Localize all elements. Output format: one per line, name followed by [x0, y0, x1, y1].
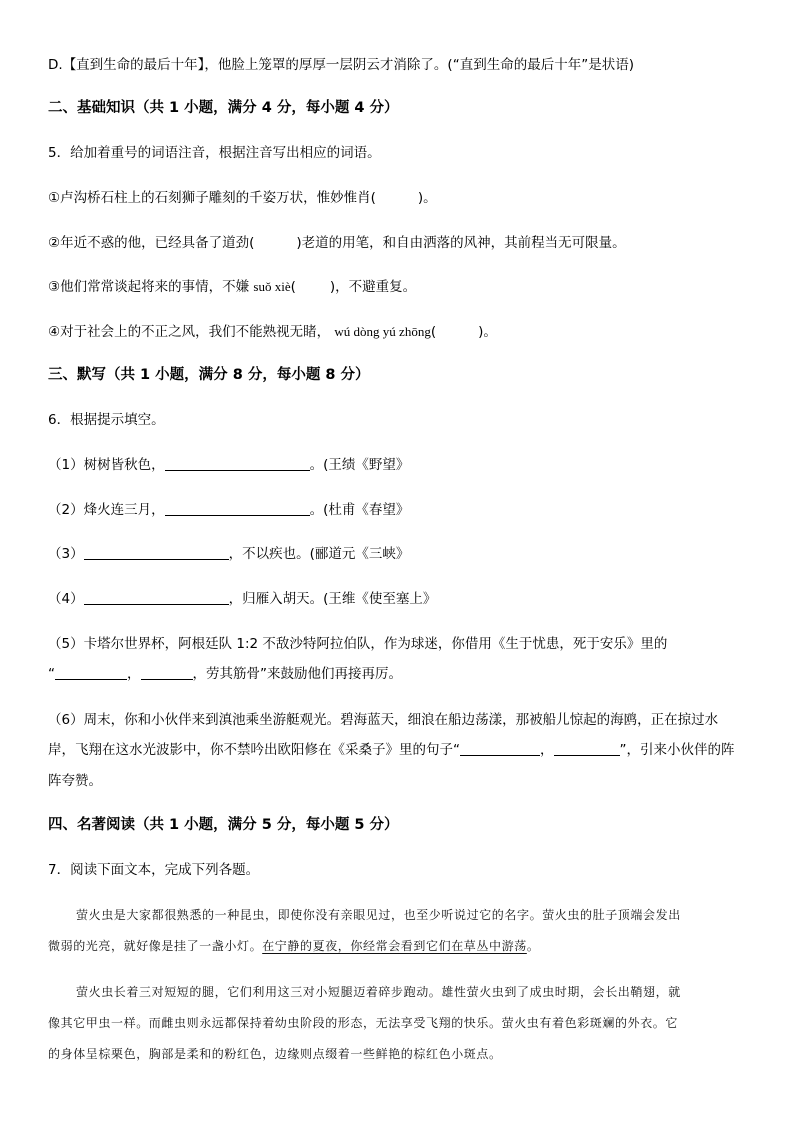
item-text-open: (: [430, 324, 437, 340]
item-text-end: ，劳其筋骨”来鼓励他们再接再厉。: [192, 666, 402, 682]
item-text: ②年近不惑的他，已经具备了道劲(: [48, 235, 255, 251]
item-text-end: ，不以疾也。(郦道元《三峡》: [228, 546, 410, 562]
q6-stem: 6．根据提示填空。: [48, 412, 165, 428]
item-text-sep: ，: [127, 666, 141, 682]
excerpt-text: 微弱的光亮，就好像是挂了一盏小灯。: [48, 939, 263, 953]
q6-item-5-line-1: （5）卡塔尔世界杯，阿根廷队 1:2 不敌沙特阿拉伯队，作为球迷，你借用《生于忧患，死于安乐》里的: [48, 636, 668, 652]
fill-blank: [84, 545, 229, 560]
fill-blank: [460, 741, 540, 756]
item-text-end: 。(王绩《野望》: [309, 457, 410, 473]
fill-blank: [554, 741, 620, 756]
item-text: ③他们常常谈起将来的事情，不嫌: [48, 279, 254, 295]
fill-blank: [55, 665, 127, 680]
item-text: （3）: [48, 546, 84, 562]
q4-option-d: [48, 55, 754, 75]
item-text-end: )老道的用笔，和自由洒落的风神，其前程当无可限量。: [296, 235, 626, 251]
item-text: ①卢沟桥石柱上的石刻狮子雕刻的千姿万状，惟妙惟肖(: [48, 190, 376, 206]
pinyin: suǒ xiè: [253, 279, 291, 294]
q6-item-1: [48, 455, 754, 475]
fill-blank: [165, 456, 310, 471]
excerpt-p2-line-3: 的身体呈棕栗色，胸部是柔和的粉红色，边缘则点缀着一些鲜艳的棕红色小斑点。: [48, 1047, 502, 1061]
excerpt-p2-line-1: 萤火虫长着三对短短的腿，它们利用这三对小短腿迈着碎步跑动。雄性萤火虫到了成虫时期，会长出鞘翅，就: [76, 985, 681, 999]
excerpt-p1-line-1: 萤火虫是大家都很熟悉的一种昆虫，即使你没有亲眼见过，也至少听说过它的名字。萤火虫的肚子顶端会发出: [76, 908, 681, 922]
q6-item-4: [48, 589, 754, 609]
q5-item-3: [48, 277, 754, 297]
q5-item-1: [48, 188, 754, 208]
section-2-heading: 二、基础知识（共 1 小题，满分 4 分，每小题 4 分）: [48, 100, 399, 116]
excerpt-text-end: 。: [526, 939, 540, 953]
item-text-end: ，归雁入胡天。(王维《使至塞上》: [228, 591, 437, 607]
fill-blank: [141, 665, 193, 680]
underlined-sentence: 在宁静的夏夜，你经常会看到它们在草丛中游荡: [262, 939, 527, 953]
item-text-end: )。: [478, 324, 497, 340]
item-text-end: )，不避重复。: [329, 279, 417, 295]
excerpt-p2-line-2: 像其它甲虫一样。而雌虫则永远都保持着幼虫阶段的形态，无法享受飞翔的快乐。萤火虫有着色彩斑斓的外衣。它: [48, 1016, 679, 1030]
section-4-heading: 四、名著阅读（共 1 小题，满分 5 分，每小题 5 分）: [48, 817, 399, 833]
item-text: 岸，飞翔在这水光波影中，你不禁吟出欧阳修在《采桑子》里的句子“: [48, 742, 460, 758]
item-text-end: ”，引来小伙伴的阵: [619, 742, 735, 758]
q5-item-4: [48, 322, 754, 342]
fill-blank: [165, 501, 310, 516]
option-text: 【直到生命的最后十年】，他脸上笼罩的厚厚一层阴云才消除了。(“直到生命的最后十年”是状语): [62, 57, 634, 73]
section-3-heading: 三、默写（共 1 小题，满分 8 分，每小题 8 分）: [48, 367, 370, 383]
item-text-sep: ，: [540, 742, 554, 758]
item-text-end: )。: [417, 190, 437, 206]
q6-item-6-line-2: [48, 740, 754, 760]
q6-item-3: [48, 544, 754, 564]
q5-stem: 5．给加着重号的词语注音，根据注音写出相应的词语。: [48, 145, 381, 161]
item-text: （4）: [48, 591, 84, 607]
item-text-open: (: [290, 279, 296, 295]
q6-item-5-line-2: [48, 664, 754, 684]
item-text: ④对于社会上的不正之风，我们不能熟视无睹，: [48, 324, 335, 340]
item-text-end: 。(杜甫《春望》: [309, 502, 410, 518]
q6-item-6-line-3: 阵夸赞。: [48, 773, 102, 789]
excerpt-p1-line-2: [48, 936, 754, 956]
q7-stem: 7．阅读下面文本，完成下列各题。: [48, 862, 260, 878]
option-letter: D.: [48, 57, 63, 73]
item-text: （1）树树皆秋色，: [48, 457, 165, 473]
q5-item-2: [48, 233, 754, 253]
item-text: “: [48, 666, 55, 682]
item-text: （2）烽火连三月，: [48, 502, 165, 518]
pinyin: wú dòng yú zhōng: [334, 324, 431, 339]
fill-blank: [84, 590, 229, 605]
q6-item-6-line-1: （6）周末，你和小伙伴来到滇池乘坐游艇观光。碧海蓝天，细浪在船边荡漾，那被船儿惊起的海鸥，正在掠过水: [48, 712, 719, 728]
q6-item-2: [48, 500, 754, 520]
